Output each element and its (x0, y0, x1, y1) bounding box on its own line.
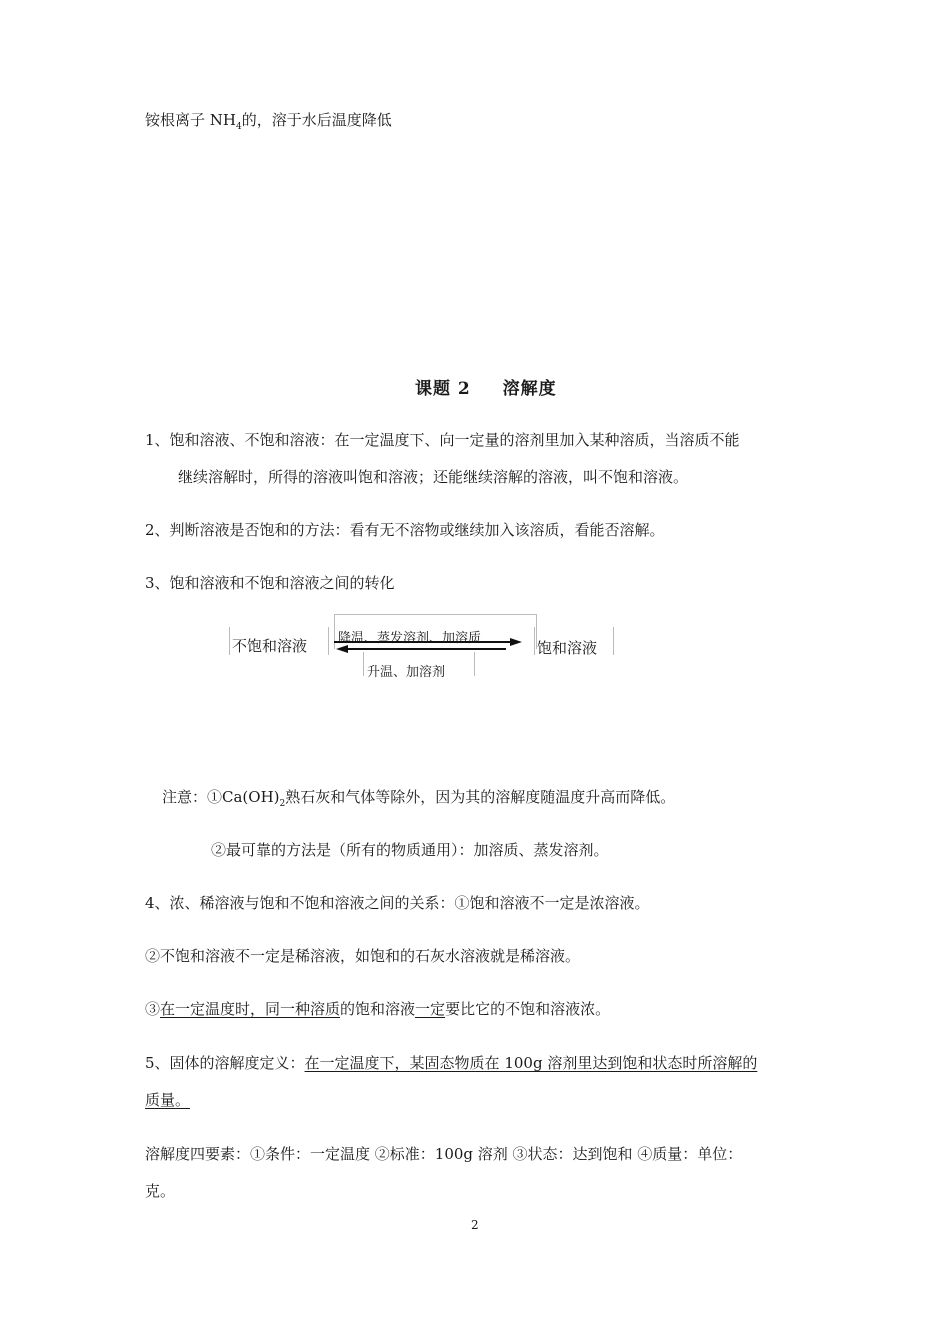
note1-post: 熟石灰和气体等除外，因为其的溶解度随温度升高而降低。 (285, 788, 676, 806)
intro-pre: 铵根离子 NH (145, 111, 236, 129)
reverse-condition-label: 升温、加溶剂 (367, 665, 446, 680)
note1 (162, 787, 675, 807)
item4c (145, 999, 610, 1019)
item5-pre: 5、固体的溶解度定义： (145, 1054, 305, 1072)
page-number: 2 (471, 1218, 479, 1232)
item1-line1: 1、饱和溶液、不饱和溶液：在一定温度下、向一定量的溶剂里加入某种溶质，当溶质不能 (145, 431, 740, 449)
item2: 2、判断溶液是否饱和的方法：看有无不溶物或继续加入该溶质，看能否溶解。 (145, 521, 665, 539)
item5-line1 (145, 1053, 757, 1073)
four-elements-line1: 溶解度四要素：①条件：一定温度 ②标准：100g 溶剂 ③状态：达到饱和 ④质量：单位： (145, 1145, 743, 1163)
item4c-underline1: 在一定温度时，同一种溶质 (160, 1000, 341, 1018)
item4b: ②不饱和溶液不一定是稀溶液，如饱和的石灰水溶液就是稀溶液。 (145, 947, 581, 965)
section-title: 课题 2 溶解度 (415, 379, 557, 399)
item4c-marker: ③ (145, 1000, 161, 1018)
note2: ②最可靠的方法是（所有的物质通用）：加溶质、蒸发溶剂。 (211, 841, 609, 859)
note1-pre: 注意：①Ca(OH) (162, 788, 280, 806)
conversion-arrows (330, 638, 530, 654)
item1-line2: 继续溶解时，所得的溶液叫饱和溶液；还能继续溶解的溶液，叫不饱和溶液。 (178, 468, 689, 486)
intro-line-ammonium (145, 110, 392, 130)
item4c-text3: 要比它的不饱和溶液浓。 (445, 1000, 611, 1018)
item4c-underline2: 一定 (415, 1000, 446, 1018)
item4c-text2: 的饱和溶液 (340, 1000, 416, 1018)
item3: 3、饱和溶液和不饱和溶液之间的转化 (145, 574, 395, 592)
intro-sub: 4 (235, 122, 242, 132)
note1-sub: 2 (279, 799, 286, 809)
reverse-arrowhead (336, 645, 348, 653)
item5-definition: 在一定温度下，某固态物质在 100g 溶剂里达到饱和状态时所溶解的 (304, 1054, 758, 1072)
item4: 4、浓、稀溶液与饱和不饱和溶液之间的关系：①饱和溶液不一定是浓溶液。 (145, 894, 650, 912)
saturated-label: 饱和溶液 (537, 639, 598, 657)
forward-arrowhead (510, 638, 522, 646)
unsaturated-label: 不饱和溶液 (232, 637, 308, 655)
forward-condition-label: 降温、蒸发溶剂、加溶质 (338, 631, 482, 646)
item5-line2: 质量。 (145, 1091, 191, 1109)
four-elements-line2: 克。 (145, 1182, 176, 1200)
intro-post: 的，溶于水后温度降低 (241, 111, 392, 129)
